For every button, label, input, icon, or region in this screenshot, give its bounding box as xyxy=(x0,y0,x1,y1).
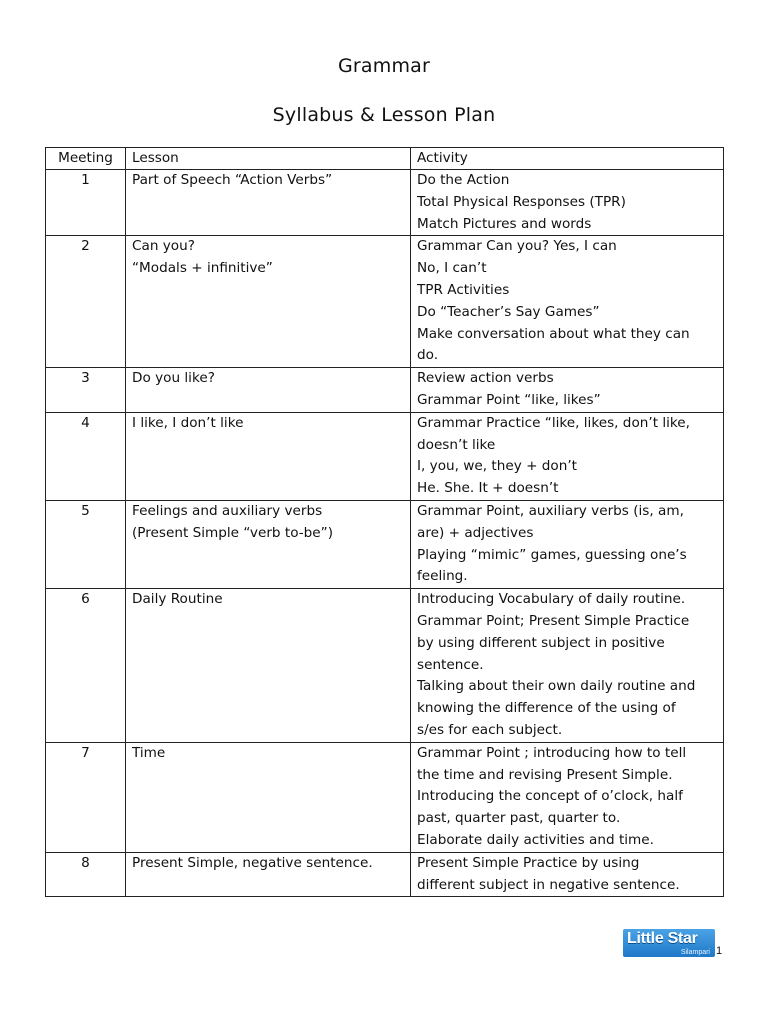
lesson-cell xyxy=(126,500,411,588)
meeting-number: 4 xyxy=(46,412,126,500)
lesson-cell xyxy=(126,852,411,897)
logo-subtitle: Silampari xyxy=(680,949,710,956)
activity-line: Elaborate daily activities and time. xyxy=(417,831,654,848)
lesson-line: Can you? xyxy=(132,238,195,255)
activity-line: Introducing Vocabulary of daily routine. xyxy=(417,591,686,608)
activity-line: by using different subject in positive xyxy=(417,634,665,651)
document-subtitle: Syllabus & Lesson Plan xyxy=(272,104,496,126)
table-row xyxy=(46,368,724,413)
activity-line: knowing the difference of the using of xyxy=(417,700,676,717)
lesson-cell xyxy=(126,742,411,852)
lesson-line: (Present Simple “verb to-be”) xyxy=(132,524,334,541)
table-row xyxy=(46,170,724,236)
activity-line: Review action verbs xyxy=(417,370,554,387)
table-row xyxy=(46,500,724,588)
activity-line: are) + adjectives xyxy=(417,524,534,541)
table-body xyxy=(46,170,724,897)
activity-line: Playing “mimic” games, guessing one’s xyxy=(417,546,687,563)
page-number: 1 xyxy=(716,945,723,957)
table-row xyxy=(46,236,724,368)
activity-line: Grammar Point ; introducing how to tell xyxy=(417,744,687,761)
lesson-cell xyxy=(126,589,411,743)
meeting-number: 5 xyxy=(46,500,126,588)
activity-cell xyxy=(411,368,724,413)
lesson-line: Present Simple, negative sentence. xyxy=(132,854,373,871)
activity-line: Talking about their own daily routine and xyxy=(417,678,696,695)
activity-line: Match Pictures and words xyxy=(417,215,592,232)
lesson-cell xyxy=(126,368,411,413)
lesson-cell xyxy=(126,236,411,368)
activity-line: past, quarter past, quarter to. xyxy=(417,810,621,827)
activity-cell xyxy=(411,170,724,236)
header-lesson: Lesson xyxy=(126,148,411,170)
meeting-number: 1 xyxy=(46,170,126,236)
activity-line: He. She. It + doesn’t xyxy=(417,480,559,497)
activity-cell xyxy=(411,236,724,368)
meeting-number: 6 xyxy=(46,589,126,743)
activity-line: the time and revising Present Simple. xyxy=(417,766,673,783)
activity-line: Grammar Can you? Yes, I can xyxy=(417,238,617,255)
lesson-line: I like, I don’t like xyxy=(132,414,244,431)
activity-line: doesn’t like xyxy=(417,436,496,453)
meeting-number: 2 xyxy=(46,236,126,368)
activity-line: No, I can’t xyxy=(417,260,487,277)
lesson-line: Daily Routine xyxy=(132,591,223,608)
table-row xyxy=(46,742,724,852)
table-header-row xyxy=(46,148,724,170)
activity-line: feeling. xyxy=(417,568,468,585)
activity-cell xyxy=(411,852,724,897)
lesson-line: Time xyxy=(132,744,166,761)
activity-cell xyxy=(411,500,724,588)
activity-line: Make conversation about what they can xyxy=(417,325,690,342)
logo-name: Little Star xyxy=(627,930,698,947)
lesson-line: Part of Speech “Action Verbs” xyxy=(132,172,333,188)
activity-line: s/es for each subject. xyxy=(417,721,563,738)
table-row xyxy=(46,412,724,500)
table-row xyxy=(46,852,724,897)
activity-line: Grammar Point, auxiliary verbs (is, am, xyxy=(417,502,684,519)
lesson-cell xyxy=(126,412,411,500)
activity-line: Do the Action xyxy=(417,172,510,188)
meeting-number: 8 xyxy=(46,852,126,897)
meeting-number: 7 xyxy=(46,742,126,852)
lesson-line: Feelings and auxiliary verbs xyxy=(132,502,323,519)
little-star-logo xyxy=(623,929,715,957)
meeting-number: 3 xyxy=(46,368,126,413)
activity-line: do. xyxy=(417,347,439,364)
document-title: Grammar xyxy=(337,55,431,77)
syllabus-table xyxy=(45,147,724,897)
table-row xyxy=(46,589,724,743)
activity-cell xyxy=(411,589,724,743)
lesson-line: Do you like? xyxy=(132,370,215,387)
activity-line: I, you, we, they + don’t xyxy=(417,458,577,475)
header-meeting: Meeting xyxy=(46,148,126,170)
header-activity: Activity xyxy=(411,148,724,170)
activity-line: Grammar Point; Present Simple Practice xyxy=(417,612,690,629)
activity-line: TPR Activities xyxy=(417,281,510,298)
activity-line: Present Simple Practice by using xyxy=(417,854,640,871)
lesson-cell xyxy=(126,170,411,236)
activity-line: sentence. xyxy=(417,656,484,673)
activity-line: Total Physical Responses (TPR) xyxy=(417,193,626,210)
activity-line: Do “Teacher’s Say Games” xyxy=(417,303,600,320)
activity-line: Grammar Point “like, likes” xyxy=(417,391,601,408)
activity-line: Grammar Practice “like, likes, don’t like, xyxy=(417,414,690,431)
activity-cell xyxy=(411,412,724,500)
activity-line: Introducing the concept of o’clock, half xyxy=(417,788,683,805)
lesson-line: “Modals + infinitive” xyxy=(132,260,273,277)
activity-line: different subject in negative sentence. xyxy=(417,876,680,893)
activity-cell xyxy=(411,742,724,852)
